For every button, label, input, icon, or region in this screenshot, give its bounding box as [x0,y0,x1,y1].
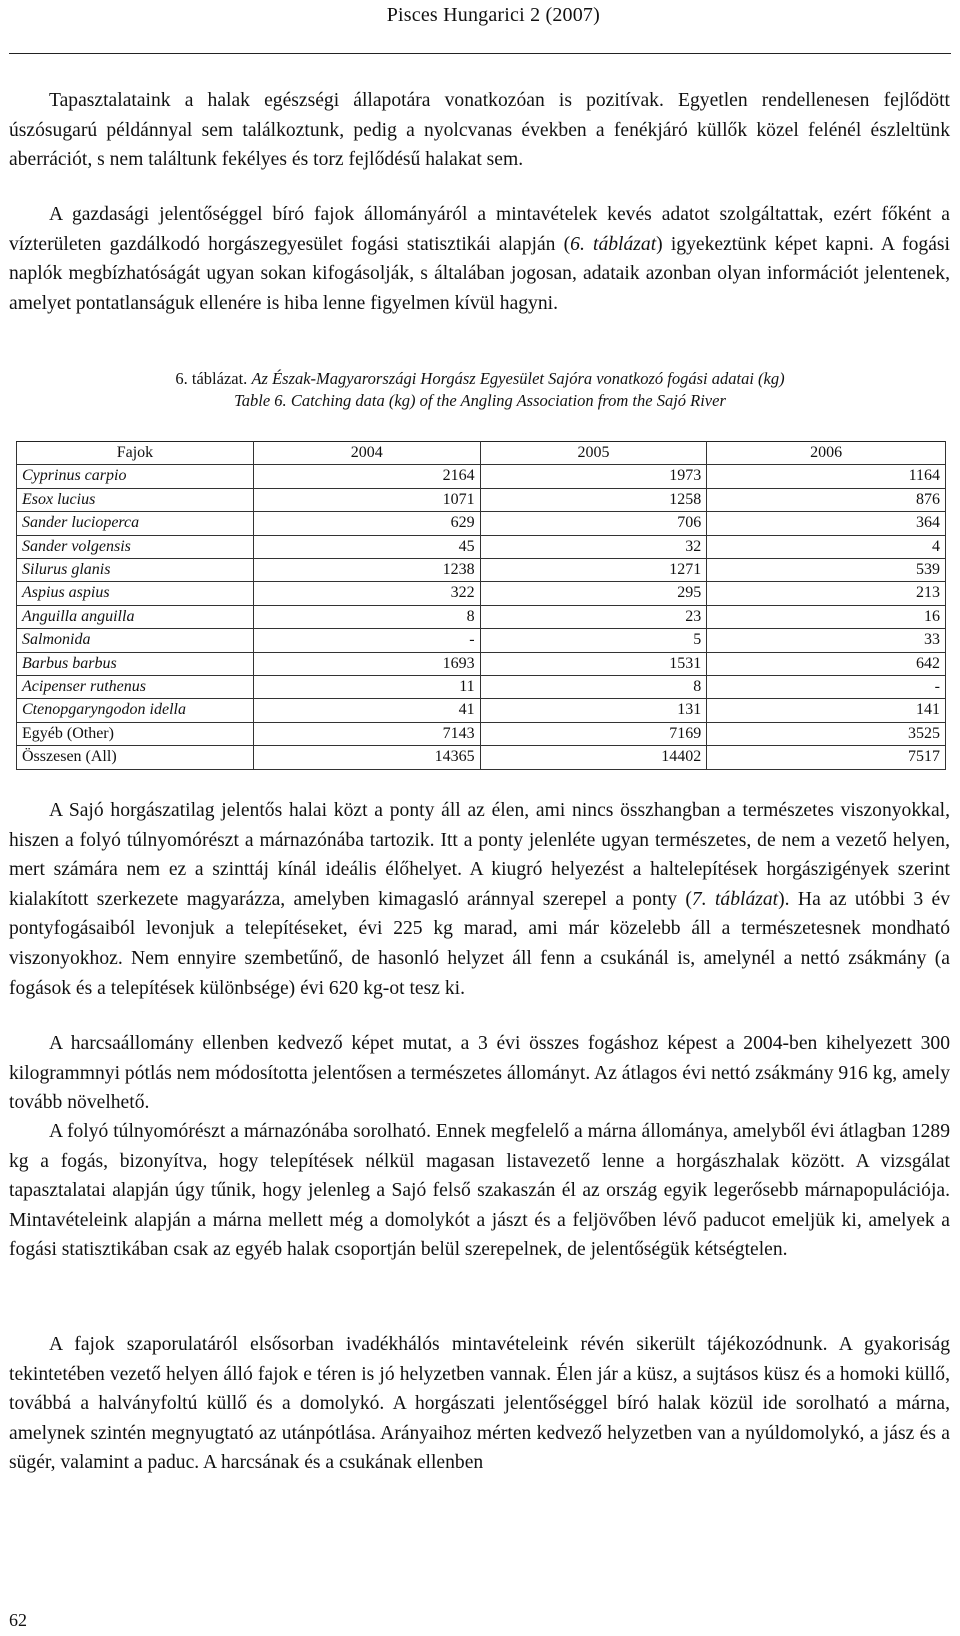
catch-value-cell: 322 [253,582,480,605]
para3-text-b: ). Ha az utóbbi 3 év pontyfogásaiból levonjuk a telepítéseket, évi 225 kg marad, ami már közelebb áll a természetesnek mondható viszonyokhoz. Nem ennyire szembetűnő, de hasonló helyzet áll fenn a csukánál is, amelynél a nettó zsákmány (a fogások és a telepítések különbsége) évi 620 kg-ot tesz ki. [9,888,950,999]
species-cell: Sander lucioperca [17,512,254,535]
catch-value-cell: 642 [707,652,946,675]
table-row [17,465,946,488]
table-caption-hu [0,368,960,390]
column-header: 2004 [253,442,480,465]
column-header: Fajok [17,442,254,465]
species-cell: Silurus glanis [17,559,254,582]
catch-value-cell: 2164 [253,465,480,488]
catch-value-cell: 1271 [480,559,707,582]
table-header-row [17,442,946,465]
catch-value-cell: 7517 [707,746,946,769]
para2-text-b: ) igyekeztünk képet kapni. A fogási naplók megbízhatóságát ugyan sokan kifogásolják, s általában jogosan, adataik azonban olyan információt jelentenek, amelyet pontatlanságuk ellenére is hiba lenne figyelmen kívül hagyni. [9,233,950,314]
paragraph-health: Tapasztalataink a halak egészségi állapotára vonatkozóan is pozitívak. Egyetlen rendellenesen fejlődött úszósugarú példánnyal sem találkoztunk, pedig a nyolcvanas években a fenékjáró küllők közel felénél észleltünk aberrációt, s nem találtunk fekélyes és torz fejlődésű halakat sem. [9,90,950,171]
catch-value-cell: 14402 [480,746,707,769]
catch-value-cell: 7143 [253,722,480,745]
catch-value-cell: 45 [253,535,480,558]
catch-value-cell: 8 [253,605,480,628]
page-number: 62 [9,1610,27,1630]
paragraph-economic-species [9,200,950,318]
table-row [17,605,946,628]
catch-data-table [16,441,946,770]
catch-value-cell: 141 [707,699,946,722]
table-row [17,746,946,769]
para3-text-a: A Sajó horgászatilag jelentős halai közt a ponty áll az élen, ami nincs összhangban a természetes viszonyokkal, hiszen a folyó túlnyomórészt a márnazónába tartozik. Itt a ponty jelenléte ugyan természetes, de nem a vezető helyen, mert számára nem ez a szinttáj kínál ideális élőhelyet. A kiugró helyezést a haltelepítések horgászigények szerint kialakított szerkezete magyarázza, amelyben kimagasló aránnyal szerepel a ponty ( [9,800,950,910]
column-header: 2006 [707,442,946,465]
catch-value-cell: 1973 [480,465,707,488]
species-cell: Acipenser ruthenus [17,676,254,699]
catch-value-cell: 8 [480,676,707,699]
table-row [17,512,946,535]
caption-en-label: Table 6. [234,391,287,410]
species-cell: Anguilla anguilla [17,605,254,628]
catch-value-cell: 1238 [253,559,480,582]
catch-value-cell: 1693 [253,652,480,675]
species-cell: Aspius aspius [17,582,254,605]
catch-value-cell: 1258 [480,488,707,511]
catch-value-cell: 3525 [707,722,946,745]
table-row [17,722,946,745]
catch-value-cell: 629 [253,512,480,535]
table-row [17,559,946,582]
species-cell: Sander volgensis [17,535,254,558]
catch-value-cell: 131 [480,699,707,722]
catch-value-cell: - [707,676,946,699]
table-row [17,699,946,722]
species-cell: Salmonida [17,629,254,652]
catch-value-cell: 32 [480,535,707,558]
paragraph-carp [9,796,950,1003]
catch-value-cell: 1071 [253,488,480,511]
catch-value-cell: 1531 [480,652,707,675]
catch-value-cell: 5 [480,629,707,652]
catch-value-cell: 11 [253,676,480,699]
table-row [17,535,946,558]
species-cell: Barbus barbus [17,652,254,675]
table-row [17,629,946,652]
catch-value-cell: 23 [480,605,707,628]
table-row [17,652,946,675]
table-ref: 7. táblázat [691,888,779,910]
table-row [17,488,946,511]
catch-value-cell: 213 [707,582,946,605]
caption-hu-label: 6. táblázat. [175,369,248,388]
species-cell: Ctenopgaryngodon idella [17,699,254,722]
catch-value-cell: 41 [253,699,480,722]
species-cell: Összesen (All) [17,746,254,769]
table-caption-en [0,390,960,412]
catch-value-cell: 14365 [253,746,480,769]
caption-en-text: Catching data (kg) of the Angling Association from the Sajó River [290,391,726,410]
header-rule [9,53,951,54]
species-cell: Egyéb (Other) [17,722,254,745]
caption-hu-text: Az Észak-Magyarországi Horgász Egyesület Sajóra vonatkozó fogási adatai (kg) [251,369,785,388]
catch-value-cell: 33 [707,629,946,652]
table-row [17,676,946,699]
catch-value-cell: 364 [707,512,946,535]
catch-value-cell: 1164 [707,465,946,488]
table-ref: 6. táblázat [570,233,657,255]
catch-value-cell: - [253,629,480,652]
catch-value-cell: 539 [707,559,946,582]
table-row [17,582,946,605]
catch-value-cell: 7169 [480,722,707,745]
species-cell: Cyprinus carpio [17,465,254,488]
catch-value-cell: 4 [707,535,946,558]
catch-value-cell: 876 [707,488,946,511]
catch-value-cell: 295 [480,582,707,605]
catch-value-cell: 16 [707,605,946,628]
para2-text-a: A gazdasági jelentőséggel bíró fajok állományáról a mintavételek kevés adatot szolgáltattak, ezért főként a vízterületen gazdálkodó horgászegyesület fogási statisztikái alapján ( [9,204,950,255]
paragraph-barbel: A folyó túlnyomórészt a márnazónába sorolható. Ennek megfelelő a márna állománya, amelyből évi átlagban 1289 kg a fogás, bizonyítva, hogy telepítések nélkül magasan listavezető lenne a horgászhalak között. A vizsgálat tapasztalatai alapján úgy tűnik, hogy jelenleg a Sajó felső szakaszán él az ország egyik legerősebb márnapopulációja. Mintavételeink alapján a márna mellett még a domolykót a jászt és a feljövőben lévő paducot emeljük ki, amelyek a fogási statisztikában csak az egyéb halak csoportján belül szerepelnek, de jelentőségük kétségtelen. [9,1121,951,1261]
paragraph-recruitment: A fajok szaporulatáról elsősorban ivadékhálós mintavételeink révén sikerült tájékozódnunk. A gyakoriság tekintetében vezető helyen álló fajok e téren is jó helyzetben vannak. Élen jár a küsz, a sujtásos küsz és a homoki küllő, továbbá a halványfoltú küllő és a domolykó. A horgászati jelentőséggel bíró halak közül ide sorolható a márna, amelynek szintén megnyugtató az utánpótlása. Arányaihoz mérten kedvező helyzetben van a nyúldomolykó, a jász és a sügér, valamint a paduc. A harcsának és a csukának ellenben [9,1334,950,1474]
column-header: 2005 [480,442,707,465]
paragraph-catfish: A harcsaállomány ellenben kedvező képet mutat, a 3 évi összes fogáshoz képest a 2004-ben kihelyezett 300 kilogrammnyi pótlás nem módosította jelentősen a természetes állományt. Az átlagos évi nettó zsákmány 916 kg, amely tovább növelhető. [9,1033,950,1114]
catch-value-cell: 706 [480,512,707,535]
running-head: Pisces Hungarici 2 (2007) [386,4,600,26]
species-cell: Esox lucius [17,488,254,511]
